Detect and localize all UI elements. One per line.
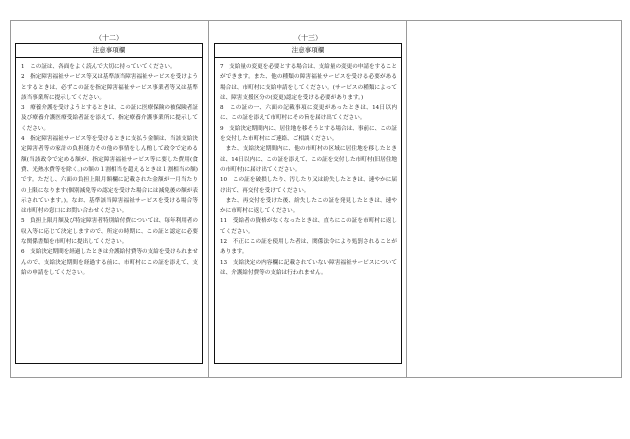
note-paragraph: 13 支給決定の内容欄に記載されていない障害福祉サービスについては、介護給付費等の支給は行われません。 bbox=[220, 259, 397, 276]
column-divider bbox=[208, 21, 209, 377]
note-paragraph: 6 支給決定期間を経過したときは介護給付費等の支給を受けられませんので、支給決定期間を経過する前に、市町村にこの証を添えて、支給の申請をしてください。 bbox=[21, 249, 198, 276]
note-paragraph: 7 支給量の変更を必要とする場合は、支給量の変更の申請をすることができます。また、他の種類の障害福祉サービスを受ける必要がある場合は、市町村に支給申請をしてください。(サービスの種類によっては、障害支援区分の(変更)認定を受ける必要があります。) bbox=[220, 64, 397, 101]
note-paragraph: 10 この証を破損したり、汚したり又は紛失したときは、速やかに届け出て、再交付を受けてください。 bbox=[220, 177, 397, 194]
note-paragraph: 1 この証は、各面をよく読んで大切に持っていてください。 bbox=[21, 64, 176, 70]
column-divider bbox=[406, 21, 407, 377]
notes-box bbox=[214, 43, 402, 364]
note-paragraph: 9 支給決定期間内に、居住地を移そうとする場合は、事前に、この証を交付した市町村にご連絡、ご相談ください。 bbox=[220, 125, 397, 143]
note-paragraph: 4 指定障害福祉サービス等を受けるときに支払う金額は、当該支給決定障害者等の家計の負担能力その他の事情をしん酌して政令で定める額(当該政令で定める額が、指定障害福祉サービス等に要した費用(食費、光熱水費等を除く。)の額の１割相当を超えるときは１割相当の額)です。ただし、六面の負担上限月額欄に記載された金額が一月当たりの上限になります(個別減免等の認定を受けた場合には減免後の額が表示されています。)。なお、基準該当障害福祉サービスを受ける場合等は市町村の窓口にお問い合わせください。 bbox=[21, 136, 198, 215]
note-paragraph: 5 負担上限月額及び特定障害者特別給付費については、毎年利用者の収入等に応じて決定しますので、所定の時期に、この証と認定に必要な関係書類を市町村に提出してください。 bbox=[21, 218, 198, 246]
notes-box bbox=[15, 43, 203, 364]
panel-number: （十二） bbox=[95, 34, 123, 42]
notes-body bbox=[16, 58, 202, 278]
notes-body bbox=[215, 58, 401, 278]
note-paragraph: 12 不正にこの証を使用した者は、関係法令により処罰されることがあります。 bbox=[220, 239, 397, 256]
note-paragraph: 8 この証の一、六面の記載事項に変更があったときは、14日以内に、この証を添えて市町村にその旨を届け出てください。 bbox=[220, 105, 397, 122]
notes-heading: 注意事項欄 bbox=[215, 44, 401, 58]
panel-thirteen bbox=[214, 33, 402, 364]
panel-number: （十三） bbox=[294, 34, 322, 42]
document-sheet bbox=[10, 20, 622, 378]
note-paragraph: 2 指定障害福祉サービス等又は基準該当障害福祉サービスを受けようとするときは、必ずこの証を指定障害福祉サービス事業者等又は基準該当事業所に提示してください。 bbox=[21, 74, 198, 101]
notes-heading: 注意事項欄 bbox=[16, 44, 202, 58]
note-paragraph: 11 受給者の資格がなくなったときは、直ちにこの証を市町村に返してください。 bbox=[220, 218, 397, 235]
note-paragraph: 3 療養介護を受けようとするときは、この証に医療保険の被保険者証及び療養介護医療受給者証を添えて、指定療養介護事業所に提示してください。 bbox=[21, 105, 198, 132]
note-paragraph: また、支給決定期間内に、他の市町村の区域に居住地を移したときは、14日以内に、この証を添えて、この証を交付した市町村(旧居住地の市町村)に届け出てください。 bbox=[220, 146, 398, 173]
note-paragraph: また、再交付を受けた後、紛失したこの証を発見したときは、速やかに市町村に返してください。 bbox=[220, 197, 397, 215]
panel-twelve bbox=[15, 33, 203, 364]
